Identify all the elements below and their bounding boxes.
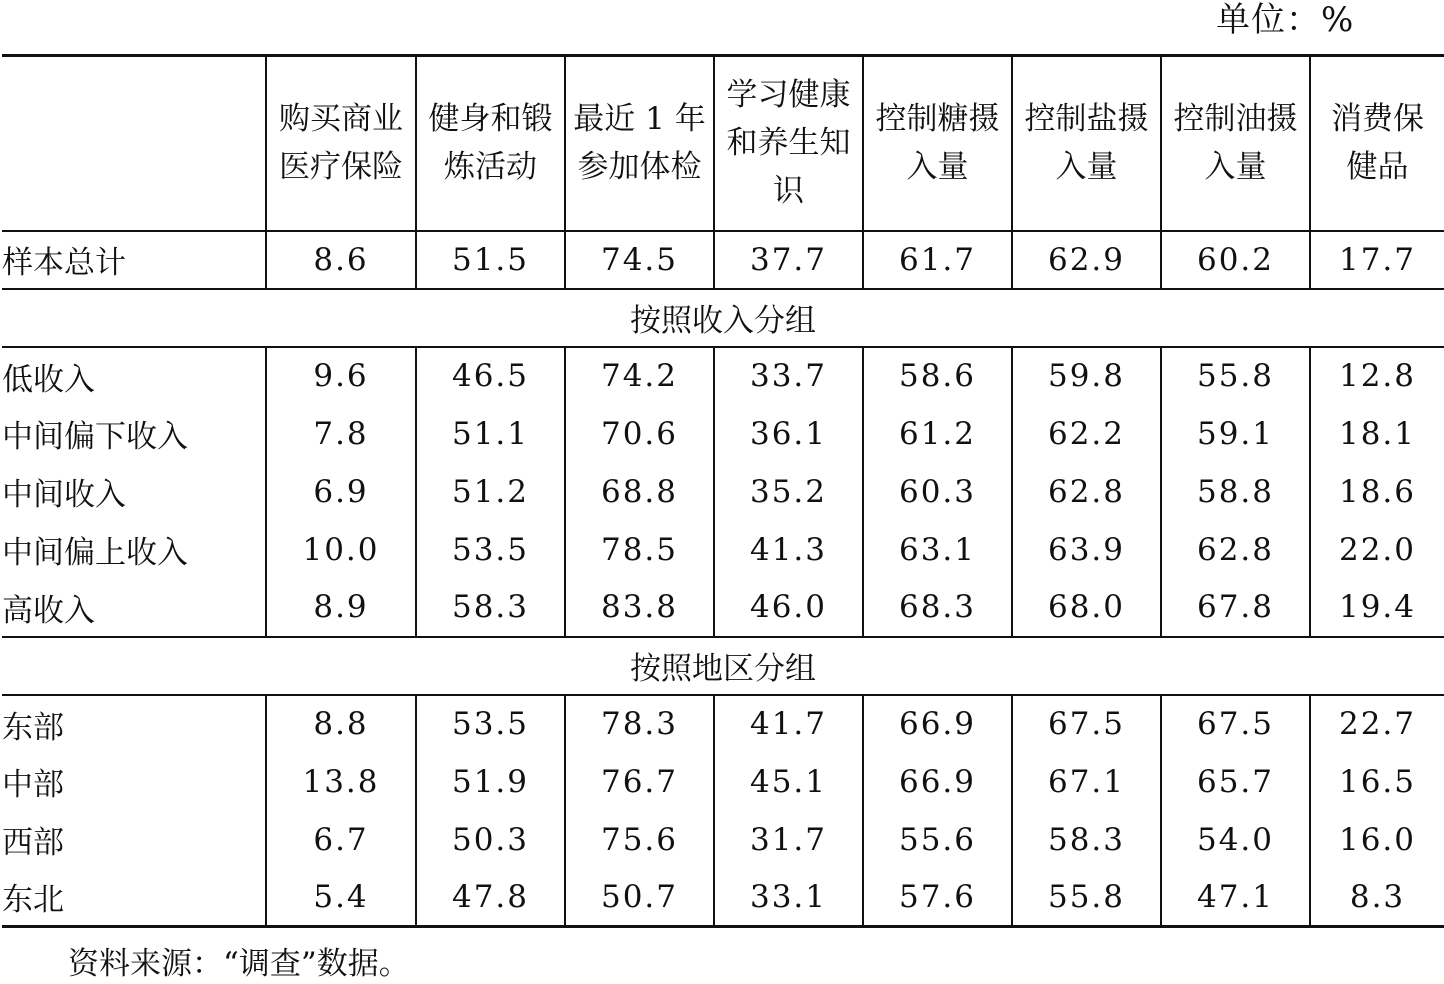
table-cell: 62.8 bbox=[1012, 463, 1161, 521]
table-cell: 62.9 bbox=[1012, 231, 1161, 289]
table-cell: 5.4 bbox=[266, 869, 416, 927]
table-cell: 41.3 bbox=[714, 521, 863, 579]
table-cell: 53.5 bbox=[416, 521, 565, 579]
table-cell: 50.7 bbox=[565, 869, 714, 927]
table-cell: 6.7 bbox=[266, 811, 416, 869]
table-row bbox=[2, 405, 1444, 463]
table-cell: 51.2 bbox=[416, 463, 565, 521]
group-title: 按照收入分组 bbox=[2, 289, 1444, 347]
table-cell: 12.8 bbox=[1310, 347, 1444, 405]
row-label: 中部 bbox=[2, 767, 64, 803]
table-cell: 63.9 bbox=[1012, 521, 1161, 579]
table-cell: 13.8 bbox=[266, 753, 416, 811]
table-cell: 57.6 bbox=[863, 869, 1012, 927]
table-cell: 75.6 bbox=[565, 811, 714, 869]
table-cell: 58.6 bbox=[863, 347, 1012, 405]
table-cell: 33.7 bbox=[714, 347, 863, 405]
table-cell: 22.0 bbox=[1310, 521, 1444, 579]
row-label: 样本总计 bbox=[2, 231, 266, 289]
table-cell: 46.0 bbox=[714, 579, 863, 637]
table-body bbox=[2, 231, 1444, 927]
table-row bbox=[2, 347, 1444, 405]
table-cell: 50.3 bbox=[416, 811, 565, 869]
table-cell: 8.9 bbox=[266, 579, 416, 637]
row-label: 中间收入 bbox=[2, 477, 126, 513]
table-cell: 35.2 bbox=[714, 463, 863, 521]
data-table bbox=[2, 54, 1444, 928]
table-cell: 7.8 bbox=[266, 405, 416, 463]
table-cell: 6.9 bbox=[266, 463, 416, 521]
table-cell: 63.1 bbox=[863, 521, 1012, 579]
column-header: 学习健康和养生知识 bbox=[714, 56, 863, 231]
table-cell: 36.1 bbox=[714, 405, 863, 463]
row-label: 中间偏下收入 bbox=[2, 419, 188, 455]
table-cell: 55.8 bbox=[1161, 347, 1310, 405]
table-cell: 22.7 bbox=[1310, 695, 1444, 753]
table-cell: 47.1 bbox=[1161, 869, 1310, 927]
table-cell: 10.0 bbox=[266, 521, 416, 579]
table-cell: 74.5 bbox=[565, 231, 714, 289]
table-cell: 53.5 bbox=[416, 695, 565, 753]
table-cell: 8.3 bbox=[1310, 869, 1444, 927]
table-cell: 55.8 bbox=[1012, 869, 1161, 927]
table-cell: 17.7 bbox=[1310, 231, 1444, 289]
table-cell: 78.5 bbox=[565, 521, 714, 579]
table-cell: 51.1 bbox=[416, 405, 565, 463]
group-title: 按照地区分组 bbox=[2, 637, 1444, 695]
table-cell: 59.1 bbox=[1161, 405, 1310, 463]
table-cell: 60.2 bbox=[1161, 231, 1310, 289]
table-cell: 60.3 bbox=[863, 463, 1012, 521]
table-cell: 68.3 bbox=[863, 579, 1012, 637]
table-cell: 74.2 bbox=[565, 347, 714, 405]
row-label: 低收入 bbox=[2, 361, 95, 398]
table-cell: 61.7 bbox=[863, 231, 1012, 289]
table-cell: 41.7 bbox=[714, 695, 863, 753]
table-cell: 45.1 bbox=[714, 753, 863, 811]
row-label: 西部 bbox=[2, 825, 64, 861]
column-header: 最近 1 年参加体检 bbox=[565, 56, 714, 231]
table-cell: 78.3 bbox=[565, 695, 714, 753]
table-cell: 67.8 bbox=[1161, 579, 1310, 637]
table-cell: 68.8 bbox=[565, 463, 714, 521]
table-row bbox=[2, 811, 1444, 869]
header-corner bbox=[2, 56, 266, 231]
table-cell: 8.6 bbox=[266, 231, 416, 289]
table-cell: 8.8 bbox=[266, 695, 416, 753]
table-cell: 33.1 bbox=[714, 869, 863, 927]
source-note: 资料来源：“调查”数据。 bbox=[68, 946, 410, 982]
column-header: 控制油摄入量 bbox=[1161, 56, 1310, 231]
table-cell: 9.6 bbox=[266, 347, 416, 405]
table-cell: 66.9 bbox=[863, 753, 1012, 811]
table-cell: 37.7 bbox=[714, 231, 863, 289]
column-header: 健身和锻炼活动 bbox=[416, 56, 565, 231]
table-cell: 54.0 bbox=[1161, 811, 1310, 869]
table-cell: 46.5 bbox=[416, 347, 565, 405]
table-cell: 61.2 bbox=[863, 405, 1012, 463]
table-cell: 67.5 bbox=[1012, 695, 1161, 753]
table-cell: 62.2 bbox=[1012, 405, 1161, 463]
row-label: 中间偏上收入 bbox=[2, 535, 188, 571]
table-row bbox=[2, 869, 1444, 927]
table-cell: 70.6 bbox=[565, 405, 714, 463]
table-row bbox=[2, 695, 1444, 753]
table-cell: 65.7 bbox=[1161, 753, 1310, 811]
unit-label: 单位：% bbox=[1216, 0, 1355, 40]
table-cell: 83.8 bbox=[565, 579, 714, 637]
table-row bbox=[2, 579, 1444, 637]
table-cell: 68.0 bbox=[1012, 579, 1161, 637]
table-cell: 31.7 bbox=[714, 811, 863, 869]
table-cell: 59.8 bbox=[1012, 347, 1161, 405]
table-cell: 67.1 bbox=[1012, 753, 1161, 811]
table-cell: 67.5 bbox=[1161, 695, 1310, 753]
column-header: 控制糖摄入量 bbox=[863, 56, 1012, 231]
row-label: 东北 bbox=[2, 882, 64, 919]
table-cell: 19.4 bbox=[1310, 579, 1444, 637]
column-header: 控制盐摄入量 bbox=[1012, 56, 1161, 231]
table-row bbox=[2, 753, 1444, 811]
table-cell: 16.5 bbox=[1310, 753, 1444, 811]
table-cell: 66.9 bbox=[863, 695, 1012, 753]
table-cell: 18.1 bbox=[1310, 405, 1444, 463]
table-cell: 18.6 bbox=[1310, 463, 1444, 521]
column-header: 购买商业医疗保险 bbox=[266, 56, 416, 231]
table-cell: 47.8 bbox=[416, 869, 565, 927]
table-cell: 58.8 bbox=[1161, 463, 1310, 521]
group-header-row bbox=[2, 637, 1444, 695]
table-cell: 58.3 bbox=[1012, 811, 1161, 869]
table-cell: 76.7 bbox=[565, 753, 714, 811]
table-cell: 62.8 bbox=[1161, 521, 1310, 579]
group-header-row bbox=[2, 289, 1444, 347]
row-label: 高收入 bbox=[2, 579, 266, 637]
table-cell: 51.9 bbox=[416, 753, 565, 811]
table-row bbox=[2, 463, 1444, 521]
table-cell: 51.5 bbox=[416, 231, 565, 289]
column-header: 消费保健品 bbox=[1310, 56, 1444, 231]
table-cell: 58.3 bbox=[416, 579, 565, 637]
table-header-row bbox=[2, 56, 1444, 231]
table-cell: 55.6 bbox=[863, 811, 1012, 869]
table-cell: 16.0 bbox=[1310, 811, 1444, 869]
row-label: 东部 bbox=[2, 709, 64, 746]
total-row bbox=[2, 231, 1444, 289]
table-row bbox=[2, 521, 1444, 579]
